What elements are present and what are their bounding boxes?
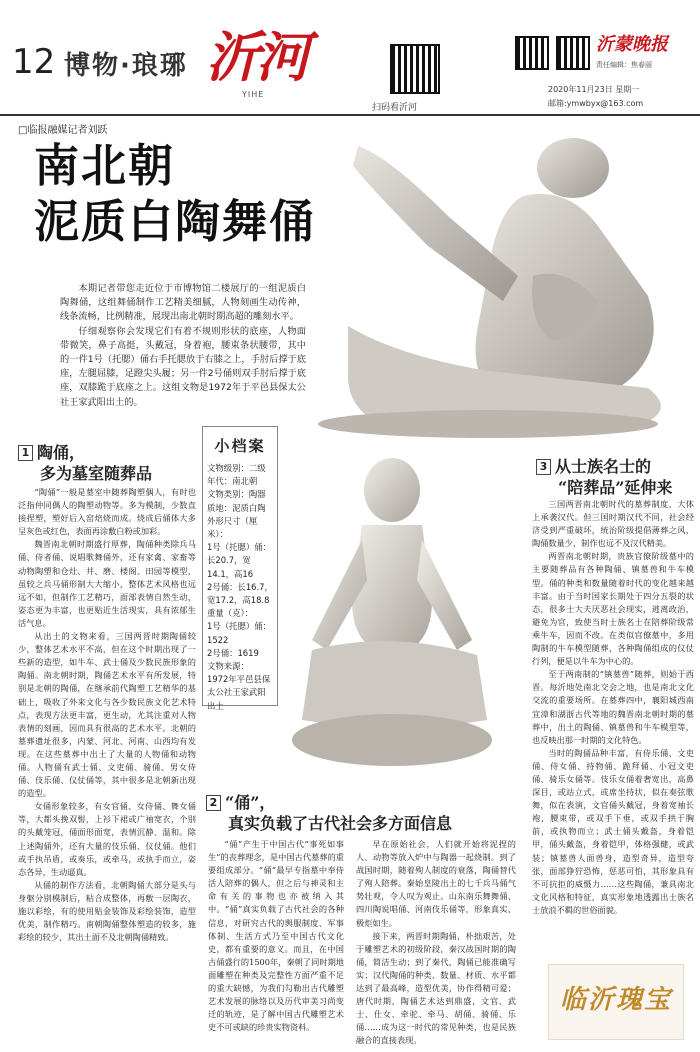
- section-number: 2: [206, 795, 221, 811]
- qr-code-icon: [515, 36, 549, 70]
- headline-line1: 南北朝: [34, 139, 176, 192]
- archive-box: [202, 426, 278, 711]
- archive-source-label: 文物来源：: [207, 661, 249, 672]
- section-2-title-line2: 真实负载了古代社会多方面信息: [228, 814, 453, 833]
- section-1-body: [18, 486, 196, 1046]
- page-number: 12: [12, 42, 56, 82]
- paragraph: “陶俑”一般是墓室中随葬陶塑偶人，有时也泛指仲同偶人的陶塑动物等。多为模制，少数直接捏塑，塑好后入窑焙烧而成。烧成后俑体大多呈灰色或红色，表面再涂敷白粉或加彩。: [18, 487, 196, 537]
- archive-size-2: 2号俑：长16.7，宽17.2，高18.8: [207, 581, 273, 606]
- paragraph: 从俑的制作方法看，北朝陶俑大部分是头与身躯分别模制后，粘合成整体，再敷一层陶衣，施以彩绘，有的使用贴金装饰及彩绘装饰，造型优美，制作精巧。南朝陶俑整体塑造的较多，施彩绘的较少，其出土面不及北朝陶俑精致。: [18, 879, 196, 943]
- archive-weight-1: 1号（托腮）俑：1522: [207, 621, 271, 645]
- paragraph: 魏晋南北朝时期盛行厚葬，陶俑种类除兵马俑、侍者俑、说唱歌舞俑外，还有家禽、家畜等动物陶塑和仓灶、井、磨、楼阁、田园等模型，虽较之兵马俑形制大大缩小，整体艺术风格也远远不如，但制作工艺精巧，面部表情自然生动，姿态更为丰富，也更贴近生活现实，具有浓郁生活气息。: [18, 539, 196, 628]
- paragraph: 早在原始社会，人们就开始将泥捏的人、动物等放入炉中与陶器一起烧制。到了战国时期，随着殉人制度的衰落，陶俑替代了殉人陪葬。秦始皇陵出土的七千兵马俑气势壮观，令人叹为观止。山东南乐舞舞俑、四川陶说唱俑、河南伎乐俑等，形象真实，极炬如生。: [356, 839, 516, 928]
- archive-category: 文物类别：陶器: [207, 489, 266, 500]
- email: 邮箱:ymwbyx@163.com: [548, 99, 644, 108]
- reporter: □临报融媒记者刘跃: [18, 125, 108, 136]
- archive-size-1: 1号（托腮）俑：长20.7，宽14.1，高16: [207, 542, 271, 579]
- section-number: 1: [18, 445, 33, 461]
- lead-paragraph: 仔细观察你会发现它们有着不规则形状的底座，人物面带微笑，鼻子高挺，头戴冠，身着袍，腰束条状腰带，其中的一件1号（托腮）俑右手托腮放于右膝之上，手肘后撑于底座，左腿屈膝，足蹬尖头履；另一件2号俑则双手肘后撑于底座，双膝跪于底座之上。这组文物是1972年于平邑县保太公社王家武阳出土的。: [60, 325, 306, 408]
- section-2-body-left: [208, 838, 344, 1048]
- paragraph: 当时的陶俑品种丰富，有侍乐俑、文吏俑、侍女俑、持物俑、跪拜俑、小冠文吏俑、骑乐女俑等。伎乐女俑着奢宽出，高鼻深目，或站立式，或席坐持状，似在奏弦歌舞，似在表演，文官俑头戴冠，身着宽袖长袍，腰束带，或双手下垂，或双手拱于胸前，或执物而立；武士俑头戴盔，身着铠甲，俑头戴盔，身着铠甲，体格强健，或武装；镇墓兽人面兽身，造型奇异，造型夸张，面部狰狞恐怖，惩恶可怕，其形象具有不可抗拒的威慑力……这些陶俑，兼具南北文化风格和特征，真实形象地透露出士族名士放浪不羁的世俗面貌。: [532, 747, 694, 915]
- lead-paragraphs: [60, 282, 306, 410]
- archive-era: 年代：南北朝: [207, 476, 258, 487]
- archive-source: 1972年平邑县保太公社王家武阳出土: [207, 674, 271, 711]
- section-2-body-right: [356, 838, 516, 1048]
- paragraph: 女俑形象较多，有女官俑、女侍俑、舞女俑等，大都头挽双髻，上衫下裙或广袖宽衣，个别的头戴笼冠，俑面形面宽，表情沉静、温和。除上述陶俑外，还有大量的伎乐俑、仪仗俑。他们或手执吊盾，或奏乐，或牵马，或执手而立，姿态各异，生动逼真。: [18, 801, 196, 877]
- paragraph: 从出土的文物来看，三国两晋时期陶俑较少，整体艺术水平不高，但在这个时期出现了一些新的造型，如牛车、武士俑及少数民族形象的陶俑。南北朝时期，陶俑艺术水平有所发展，特别是北朝的陶俑，在继承前代陶塑工艺精华的基础上，吸收了外来文化与各少数民族文化艺术特点，表现方法更丰富，更生动，尤其注重对人物表情的刻画，因而具有很高的艺术水平。北朝的墓葬遗址很多，内蒙、河北、河南、山西均有发现。在这些墓葬中出土了大量的人物俑和动物俑。人物俑有武士俑、文吏俑、骑俑、男女侍俑、伎乐俑、仪仗俑等，其中很多是北朝新出现的造型。: [18, 631, 196, 799]
- qr-caption: 扫码看沂河: [372, 103, 418, 113]
- statue-1-illustration: [318, 126, 686, 444]
- archive-weight-2: 2号俑：1619: [207, 647, 259, 658]
- issue-date: 2020年11月23日 星期一: [548, 85, 640, 94]
- brand-sub: YIHE: [242, 90, 265, 99]
- archive-size-label: 外形尺寸（厘米）：: [207, 515, 258, 540]
- section-1-title-line1: 陶俑，: [37, 443, 86, 462]
- statue-photo-2: [282, 450, 502, 780]
- editor: 责任编辑：焦春丽: [596, 61, 652, 69]
- brand-logo-text: 沂河: [206, 25, 306, 89]
- paragraph: 三国两晋南北朝时代的墓葬制度，大体上承袭汉代。但三国时期汉代不同，社会经济受到严重破坏，统治阶级提倡薄葬之风，陶俑数量少，制作也远不及汉代精美。: [532, 499, 694, 549]
- column-stamp: [548, 964, 684, 1040]
- header-divider: [0, 114, 700, 116]
- archive-body: [203, 462, 277, 713]
- section-3-body: [532, 498, 694, 960]
- headline: [34, 138, 316, 250]
- statue-2-illustration: [282, 450, 502, 780]
- qr-code-icon: [556, 36, 590, 70]
- section-title: 博物·琅琊: [64, 51, 188, 81]
- statue-photo-1: [318, 126, 686, 444]
- paper-name: 沂蒙晚报: [596, 34, 668, 55]
- section-3-heading: [536, 456, 696, 498]
- section-1-title-line2: 多为墓室随葬品: [40, 464, 153, 483]
- section-1-heading: [18, 442, 198, 484]
- paragraph: 接下来，两晋时期陶俑，朴拙艰苦，处于雕塑艺术的初级阶段，秦汉战国时期的陶俑，简洁生动；到了秦代，陶俑已能准确写实；汉代陶俑的种类、数量、材质、水平都达到了最高峰，造型优美，协作得精可爱；唐代时期，陶俑艺术达到鼎盛，文官、武士、仕女、牵驼、牵马、胡俑、骑俑、乐俑……成为这一时代的常见种类，也是民族融合的直接表现。: [356, 930, 516, 1046]
- stamp-text: 临沂瑰宝: [559, 985, 672, 1015]
- archive-level: 文物级别：二级: [207, 463, 266, 473]
- paragraph: “俑”产生于中国古代“事死如事生”的丧葬理念，是中国古代墓葬的重要组成部分。“俑”最早专指墓中奉侍活人陪葬的偶人，但之后与神灵和主命有关的事物也亦被纳入其中。“俑”真实负载了古代社会的各种信息，对研究古代的舆服制度、军事体制、生活方式乃至中国古代文化史，都有重要的意义。而且，在中国古俑盛行的1500年，秦朝了同时期地面雕塑在种类及完整性方面严重不足的重大缺憾，为我们勾勒出古代雕塑艺术发展的脉络以及历代审美习尚变迁的轨迹，是了解中国古代雕塑艺术史不可或缺的珍贵实物资料。: [208, 839, 344, 1033]
- archive-weight-label: 重量（克）：: [207, 608, 254, 619]
- qr-code-icon: [390, 44, 440, 94]
- paragraph: 至于两南制的“镇墓兽”随葬，则始于西晋。每沂地处南北交会之地，也是南北文化交流的重要场所。在墓葬四中，襄阳城西南宜漳和湖浙古代等地的魏晋南北朝时期的墓葬中，出土的陶俑、镇墓兽和牛车模型等，也反映出那一时期的文化特色。: [532, 669, 694, 745]
- archive-material: 质地：泥质白陶: [207, 502, 266, 513]
- section-2-heading: [209, 792, 488, 834]
- section-2-title-line1: “俑”，: [225, 793, 276, 812]
- headline-line2: 泥质白陶舞俑: [34, 195, 317, 248]
- paragraph: 两晋南北朝时期，贵族官僚阶级墓中的主要随葬品有各种陶俑、镇墓兽和牛车模型。俑的种类和数量随着时代的变化越来越丰富。由于当时国家长期处于四分五裂的状态，很多士大夫厌恶社会现实，逃离政治，避免为官，致使当时士族名士在陪葬阶级常乘牛车，因而不改。在类似官僚墓中，多用陶制的牛车模型随葬，各种陶俑组成的仪仗行列，便是以牛车为中心的。: [532, 551, 694, 667]
- section-3-title-line1: 从士族名士的: [555, 457, 652, 476]
- lead-paragraph: 本期记者带您走近位于市博物馆二楼展厅的一组泥质白陶舞俑，这组舞俑制作工艺精美细腻，人物刻画生动传神，线条流畅，比例精准，展现出南北朝时期高超的雕刻水平。: [60, 283, 306, 323]
- brand-logo: [206, 20, 336, 104]
- archive-title: 小档案: [214, 437, 266, 455]
- section-3-title-line2: “陪葬品”延伸来: [558, 478, 673, 497]
- section-number: 3: [536, 459, 551, 475]
